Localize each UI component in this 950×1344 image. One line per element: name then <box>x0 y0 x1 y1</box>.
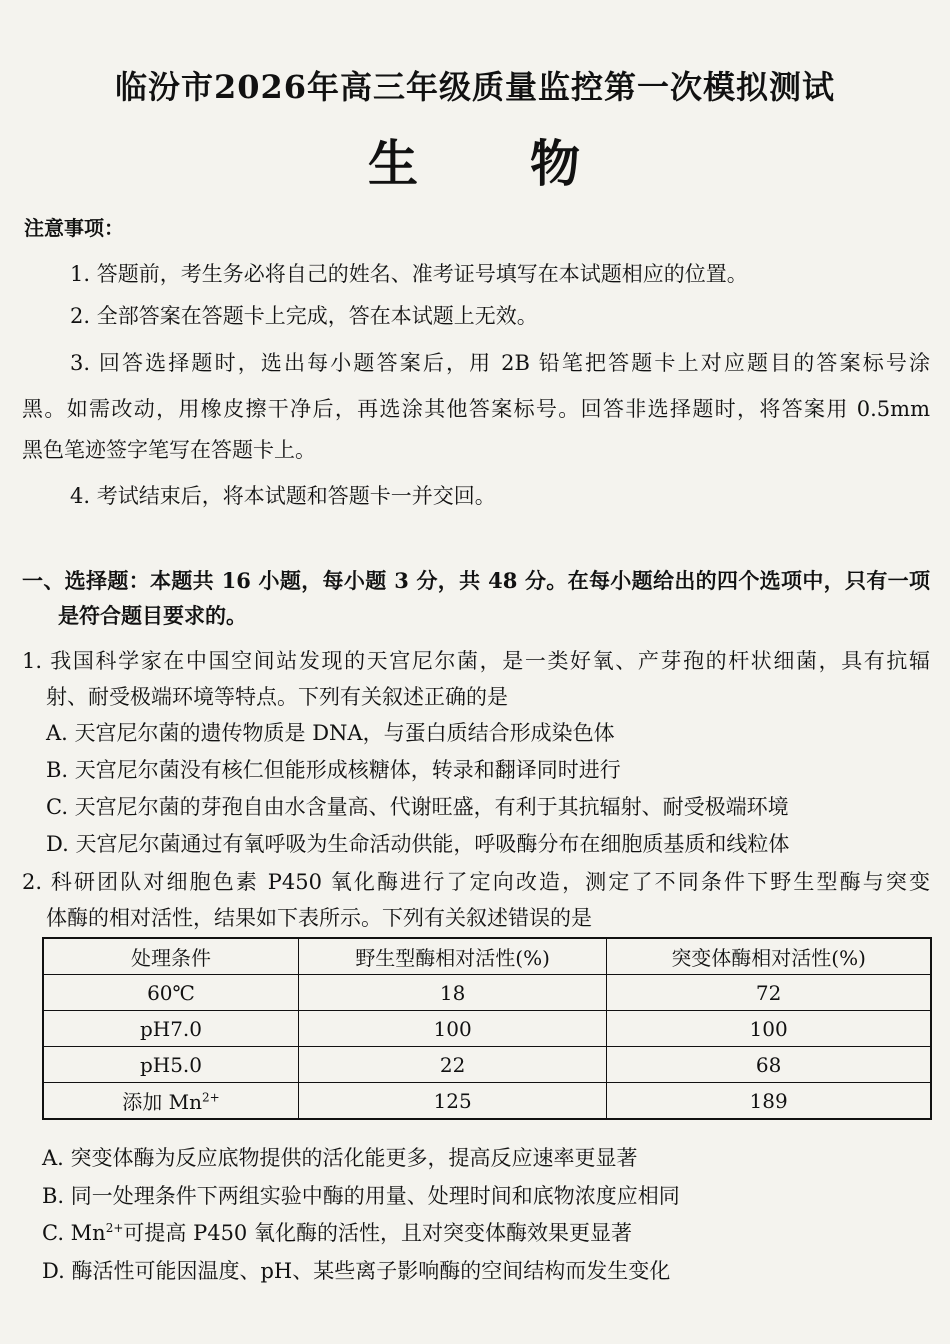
question-2-option-b: B. 同一处理条件下两组实验中酶的用量、处理时间和底物浓度应相同 <box>42 1184 680 1208</box>
question-2-option-d: D. 酶活性可能因温度、pH、某些离子影响酶的空间结构而发生变化 <box>42 1259 671 1283</box>
table-header-cell: 野生型酶相对活性(%) <box>298 938 606 975</box>
subject-char-2: 物 <box>530 134 582 193</box>
table-cell: 22 <box>298 1047 606 1083</box>
section-1-heading-line-1: 一、选择题：本题共 16 小题，每小题 3 分，共 48 分。在每小题给出的四个选项中，只有一项 <box>22 568 930 593</box>
table-row <box>43 1083 931 1120</box>
option-c-prefix: C. Mn <box>42 1221 106 1245</box>
notice-item-3-line-3: 黑色笔迹签字笔写在答题卡上。 <box>22 438 316 462</box>
question-2-stem-line-1: 2. 科研团队对细胞色素 P450 氧化酶进行了定向改造，测定了不同条件下野生型酶与突变 <box>22 870 930 894</box>
table-row <box>43 1047 931 1083</box>
notice-item-2: 2. 全部答案在答题卡上完成，答在本试题上无效。 <box>70 304 538 328</box>
table-header-row <box>43 938 931 975</box>
notice-item-3-line-2: 黑。如需改动，用橡皮擦干净后，再选涂其他答案标号。回答非选择题时，将答案用 0.5mm <box>22 397 930 421</box>
option-c-rest: 可提高 P450 氧化酶的活性，且对突变体酶效果更显著 <box>123 1221 632 1245</box>
section-1-heading-line-2: 是符合题目要求的。 <box>58 603 247 628</box>
table-header-cell: 处理条件 <box>43 938 298 975</box>
notice-heading: 注意事项： <box>24 216 124 240</box>
table-cell <box>43 1083 298 1120</box>
question-1-stem-line-2: 射、耐受极端环境等特点。下列有关叙述正确的是 <box>46 685 508 709</box>
table-row <box>43 1011 931 1047</box>
notice-item-4: 4. 考试结束后，将本试题和答题卡一并交回。 <box>70 484 496 508</box>
notice-item-3-line-1: 3. 回答选择题时，选出每小题答案后，用 2B 铅笔把答题卡上对应题目的答案标号涂 <box>70 351 930 375</box>
table-cell: 100 <box>607 1011 931 1047</box>
table-cell: pH7.0 <box>43 1011 298 1047</box>
table-cell: 100 <box>298 1011 606 1047</box>
question-1-stem-line-1: 1. 我国科学家在中国空间站发现的天宫尼尔菌，是一类好氧、产芽孢的杆状细菌，具有抗辐 <box>22 649 930 673</box>
notice-item-1: 1. 答题前，考生务必将自己的姓名、准考证号填写在本试题相应的位置。 <box>70 262 748 286</box>
table-cell: 125 <box>298 1083 606 1120</box>
subject-char-1: 生 <box>368 134 420 193</box>
table-cell: 68 <box>607 1047 931 1083</box>
exam-title: 临汾市2026年高三年级质量监控第一次模拟测试 <box>114 68 836 106</box>
superscript: 2+ <box>202 1090 220 1105</box>
question-2-option-a: A. 突变体酶为反应底物提供的活化能更多，提高反应速率更显著 <box>42 1146 638 1170</box>
table-header-cell: 突变体酶相对活性(%) <box>607 938 931 975</box>
table-cell: 189 <box>607 1083 931 1120</box>
table-cell: pH5.0 <box>43 1047 298 1083</box>
table-row <box>43 975 931 1011</box>
table-cell: 18 <box>298 975 606 1011</box>
question-1-option-c: C. 天宫尼尔菌的芽孢自由水含量高、代谢旺盛，有利于其抗辐射、耐受极端环境 <box>46 795 789 819</box>
question-1-option-d: D. 天宫尼尔菌通过有氧呼吸为生命活动供能，呼吸酶分布在细胞质基质和线粒体 <box>46 832 790 856</box>
superscript: 2+ <box>105 1221 124 1235</box>
table-cell: 72 <box>607 975 931 1011</box>
question-1-option-a: A. 天宫尼尔菌的遗传物质是 DNA，与蛋白质结合形成染色体 <box>46 721 615 745</box>
subject-title <box>0 124 950 196</box>
question-1-option-b: B. 天宫尼尔菌没有核仁但能形成核糖体，转录和翻译同时进行 <box>46 758 621 782</box>
question-2-stem-line-2: 体酶的相对活性，结果如下表所示。下列有关叙述错误的是 <box>46 906 592 930</box>
enzyme-activity-table <box>42 937 932 1120</box>
table-cell: 60℃ <box>43 975 298 1011</box>
table-cell-text: 添加 Mn <box>122 1090 202 1114</box>
question-2-option-c <box>42 1217 632 1247</box>
